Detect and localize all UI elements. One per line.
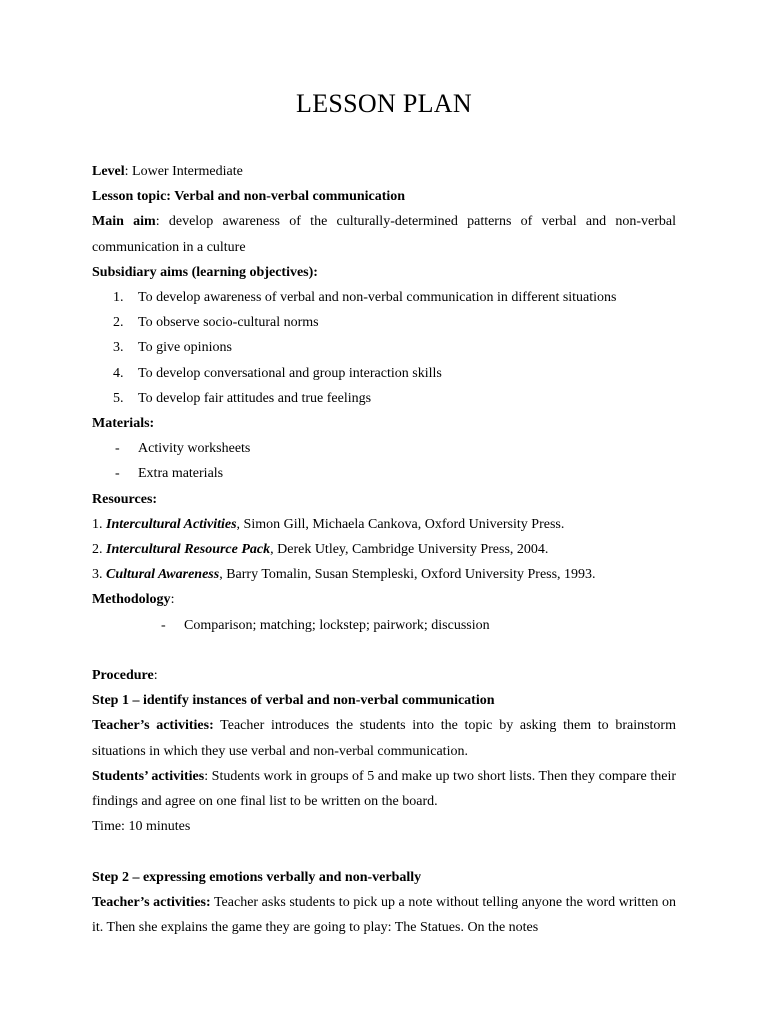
resources-heading-line (92, 487, 676, 512)
methodology-list (92, 613, 676, 638)
resource-details: , Derek Utley, Cambridge University Press, 2004. (270, 542, 549, 558)
step-1-students-paragraph (92, 764, 676, 814)
list-item (92, 436, 676, 461)
resource-title: Intercultural Activities (106, 516, 237, 532)
list-item (92, 461, 676, 486)
spacer (92, 638, 676, 663)
lesson-topic: Lesson topic: Verbal and non-verbal communication (92, 189, 406, 205)
main-aim-paragraph (92, 209, 676, 259)
lesson-plan-body (92, 159, 676, 940)
resource-title: Cultural Awareness (106, 567, 220, 583)
teacher-activities-text: Teacher introduces the students into the topic by asking them to brainstorm situations in which they use verbal and non-verbal communication. (92, 718, 676, 759)
list-item-text: Extra materials (138, 466, 224, 482)
list-bullet: - (161, 617, 166, 633)
step-2-title-line (92, 865, 676, 890)
list-item (92, 310, 676, 335)
list-item-text: To develop fair attitudes and true feelings (138, 390, 372, 406)
subsidiary-aims-heading: Subsidiary aims (learning objectives): (92, 264, 318, 280)
resources-heading: Resources: (92, 491, 158, 507)
resource-item (92, 512, 676, 537)
students-activities-text: : Students work in groups of 5 and make up two short lists. Then they compare their findings and agree on one final list to be written on the board. (92, 768, 676, 810)
resource-number: 1. (92, 516, 106, 532)
methodology-colon: : (170, 592, 175, 608)
step-1-teacher-paragraph (92, 713, 676, 763)
procedure-heading: Procedure (92, 668, 154, 684)
teacher-activities-label: Teacher’s activities: (92, 894, 211, 910)
list-item (92, 613, 676, 638)
step-1-title: Step 1 – identify instances of verbal and non-verbal communication (92, 693, 495, 709)
teacher-activities-text: Teacher asks students to pick up a note without telling anyone the word written on it. Then she explains the game they are going to play: The Statues. On the notes (92, 894, 676, 936)
teacher-activities-label: Teacher’s activities: (92, 718, 214, 734)
materials-list (92, 436, 676, 486)
list-item-text: To develop conversational and group interaction skills (138, 365, 442, 381)
level-label: Level (92, 164, 125, 179)
methodology-heading: Methodology (92, 592, 171, 608)
resource-title: Intercultural Resource Pack (106, 542, 271, 558)
students-activities-label: Students’ activities (92, 768, 205, 784)
resource-item (92, 562, 676, 587)
subsidiary-aims-list (92, 285, 676, 411)
list-item-number: 5. (113, 390, 124, 406)
list-item (92, 335, 676, 360)
step-2-teacher-paragraph (92, 890, 676, 940)
procedure-heading-line (92, 663, 676, 688)
main-aim-label: Main aim (92, 214, 156, 230)
step-1-time: Time: 10 minutes (92, 819, 191, 835)
subsidiary-aims-heading-line (92, 260, 676, 285)
list-item-text: To observe socio-cultural norms (138, 315, 319, 331)
level-line (92, 159, 676, 184)
list-item (92, 285, 676, 310)
list-item-number: 1. (113, 290, 124, 306)
list-item-text: To give opinions (138, 340, 232, 356)
list-item (92, 361, 676, 386)
resource-number: 2. (92, 542, 106, 558)
resource-details: , Simon Gill, Michaela Cankova, Oxford University Press. (236, 516, 565, 532)
materials-heading-line (92, 411, 676, 436)
list-item-text: To develop awareness of verbal and non-verbal communication in different situations (138, 290, 617, 306)
resource-details: , Barry Tomalin, Susan Stempleski, Oxford University Press, 1993. (219, 567, 596, 583)
resource-item (92, 537, 676, 562)
list-item-text: Activity worksheets (138, 441, 251, 457)
list-bullet: - (115, 466, 120, 482)
procedure-colon: : (153, 668, 158, 684)
list-item-text: Comparison; matching; lockstep; pairwork; discussion (184, 617, 490, 633)
list-item-number: 4. (113, 365, 124, 381)
methodology-heading-line (92, 587, 676, 612)
list-item (92, 386, 676, 411)
list-item-number: 3. (113, 340, 124, 356)
resource-number: 3. (92, 567, 106, 583)
page-title: LESSON PLAN (296, 89, 472, 118)
level-value: : Lower Intermediate (124, 164, 243, 179)
materials-heading: Materials: (92, 416, 155, 432)
spacer (92, 839, 676, 864)
step-2-title: Step 2 – expressing emotions verbally and non-verbally (92, 869, 422, 885)
lesson-topic-line (92, 184, 676, 209)
main-aim-text: : develop awareness of the culturally-determined patterns of verbal and non-verbal communication in a culture (92, 214, 676, 255)
list-bullet: - (115, 441, 120, 457)
step-1-title-line (92, 688, 676, 713)
list-item-number: 2. (113, 315, 124, 331)
